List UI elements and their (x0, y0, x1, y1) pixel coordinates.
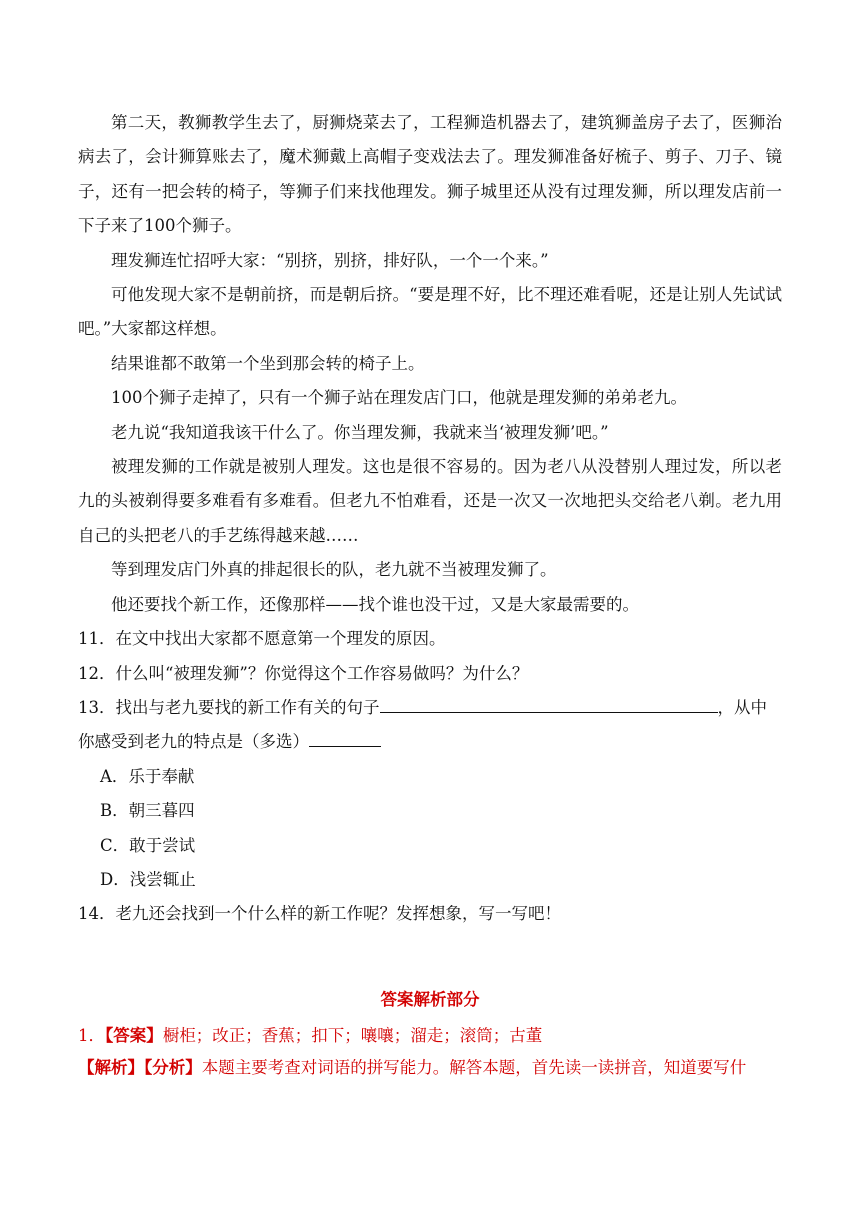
answer-1-text: 橱柜；改正；香蕉；扣下；嚷嚷；溜走；滚筒；古董 (162, 1026, 543, 1045)
reading-section (78, 106, 782, 932)
question-13-text-line2: 你感受到老九的特点是（多选） (78, 732, 309, 752)
answer-section-title: 答案解析部分 (380, 990, 480, 1009)
question-11: 11．在文中找出大家都不愿意第一个理发的原因。 (78, 629, 446, 649)
answer-section (78, 984, 782, 1084)
answer-blank-sentence[interactable] (380, 694, 718, 713)
option-d: D．浅尝辄止 (100, 869, 196, 889)
option-a: A．乐于奉献 (100, 766, 195, 786)
passage-paragraph-7: 被理发狮的工作就是被别人理发。这也是很不容易的。因为老八从没替别人理过发，所以老九的头被剃得要多难看有多难看。但老九不怕难看，还是一次又一次地把头交给老八剃。老九用自己的头把老八的手艺练得越来越…… (78, 457, 782, 545)
passage-paragraph-2: 理发狮连忙招呼大家：“别挤，别挤，排好队，一个一个来。” (111, 250, 549, 270)
answer-1-number: 1． (78, 1026, 105, 1045)
question-13-text-cont: ，从中 (717, 697, 767, 717)
answer-tag: 【答案】 (105, 1026, 163, 1045)
passage-paragraph-4: 结果谁都不敢第一个坐到那会转的椅子上。 (111, 353, 425, 373)
question-14: 14．老九还会找到一个什么样的新工作呢？发挥想象，写一写吧！ (78, 904, 561, 924)
analysis-1-text: 本题主要考查对词语的拼写能力。解答本题，首先读一读拼音，知道要写什 (201, 1058, 747, 1077)
passage-paragraph-9: 他还要找个新工作，还像那样——找个谁也没干过，又是大家最需要的。 (111, 594, 639, 614)
answer-blank-choice[interactable] (309, 728, 381, 747)
answer-1 (78, 1020, 782, 1052)
analysis-tag: 【解析】【分析】 (78, 1058, 202, 1077)
passage-paragraph-1: 第二天，教狮教学生去了，厨狮烧菜去了，工程狮造机器去了，建筑狮盖房子去了，医狮治病去了，会计狮算账去了，魔术狮戴上高帽子变戏法去了。理发狮准备好梳子、剪子、刀子、镜子，还有一把会转的椅子，等狮子们来找他理发。狮子城里还从没有过理发狮，所以理发店前一下子来了100个狮子。 (78, 113, 782, 236)
question-13-text: 13．找出与老九要找的新工作有关的句子 (78, 697, 380, 717)
option-b: B．朝三暮四 (100, 801, 195, 821)
option-c: C．敢于尝试 (100, 835, 196, 855)
analysis-1 (78, 1052, 782, 1084)
passage-paragraph-6: 老九说“我知道我该干什么了。你当理发狮，我就来当‘被理发狮’吧。” (111, 422, 609, 442)
passage-paragraph-5: 100个狮子走掉了，只有一个狮子站在理发店门口，他就是理发狮的弟弟老九。 (111, 388, 687, 408)
passage-paragraph-8: 等到理发店门外真的排起很长的队，老九就不当被理发狮了。 (111, 560, 557, 580)
question-13 (78, 691, 782, 760)
passage-paragraph-3: 可他发现大家不是朝前挤，而是朝后挤。“要是理不好，比不理还难看呢，还是让别人先试试吧。”大家都这样想。 (78, 285, 782, 339)
question-12: 12．什么叫“被理发狮”？你觉得这个工作容易做吗？为什么？ (78, 663, 529, 683)
